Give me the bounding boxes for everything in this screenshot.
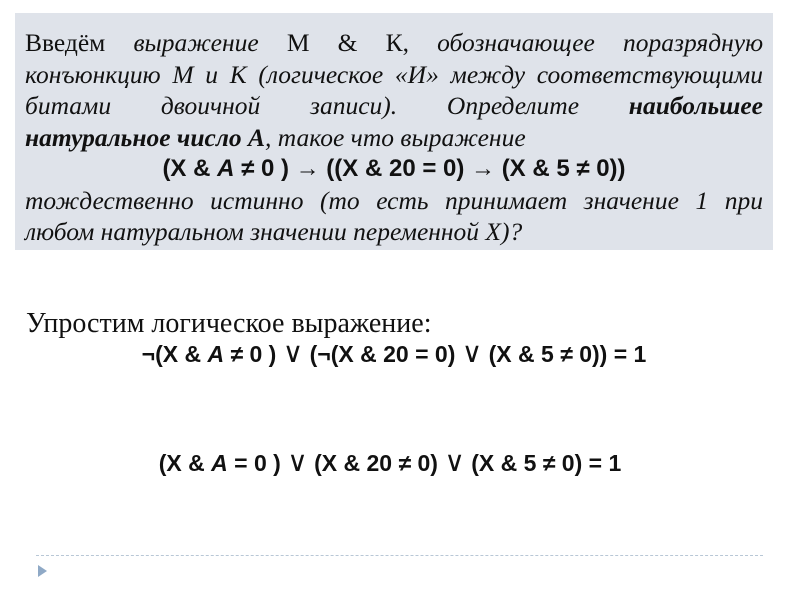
expression-1: ¬(X & A ≠ 0 ) ∨ (¬(X & 20 = 0) ∨ (X & 5 ≠ 0)) = 1 xyxy=(141,337,647,368)
task-line-6 xyxy=(25,185,763,217)
or-symbol: ∨ xyxy=(461,337,483,368)
variable-a: A xyxy=(207,341,225,367)
task-text: тождественно истинно (то есть принимает значение 1 при xyxy=(25,185,763,215)
task-text: конъюнкцию М и К (логическое «И» между соответствующими xyxy=(25,59,763,89)
task-line-3 xyxy=(25,90,763,122)
task-word: выражение xyxy=(133,28,259,57)
task-formula: (X & A ≠ 0 ) → ((X & 20 = 0) → (X & 5 ≠ 0)) xyxy=(162,155,626,182)
task-word: М xyxy=(286,28,310,57)
task-box xyxy=(15,13,773,250)
or-symbol: ∨ xyxy=(444,446,465,477)
or-symbol: ∨ xyxy=(287,446,308,477)
task-word: обозначающее xyxy=(437,28,595,57)
task-word: поразрядную xyxy=(623,28,764,57)
task-word: & xyxy=(337,28,358,57)
task-word: Введём xyxy=(25,28,106,57)
variable-a: A xyxy=(211,450,228,476)
play-triangle-icon[interactable] xyxy=(38,565,47,577)
task-line-7 xyxy=(25,216,763,248)
or-symbol: ∨ xyxy=(282,337,304,368)
task-text: битами двоичной записи). Определите xyxy=(25,91,580,120)
expression-2: (X & A = 0 ) ∨ (X & 20 ≠ 0) ∨ (X & 5 ≠ 0) = 1 xyxy=(158,446,622,477)
simplify-heading: Упростим логическое выражение: xyxy=(26,308,432,339)
task-line-1 xyxy=(25,27,763,59)
variable-a: A xyxy=(217,155,235,182)
slide-divider xyxy=(36,555,763,556)
task-line-4 xyxy=(25,122,763,154)
task-emphasis: наибольшее xyxy=(628,91,763,120)
task-word: К, xyxy=(385,28,409,57)
task-line-2 xyxy=(25,59,763,91)
task-emphasis: натуральное число А xyxy=(25,122,266,152)
task-text: , такое что выражение xyxy=(265,122,526,152)
task-text: любом натуральном значении переменной X)? xyxy=(25,217,523,246)
